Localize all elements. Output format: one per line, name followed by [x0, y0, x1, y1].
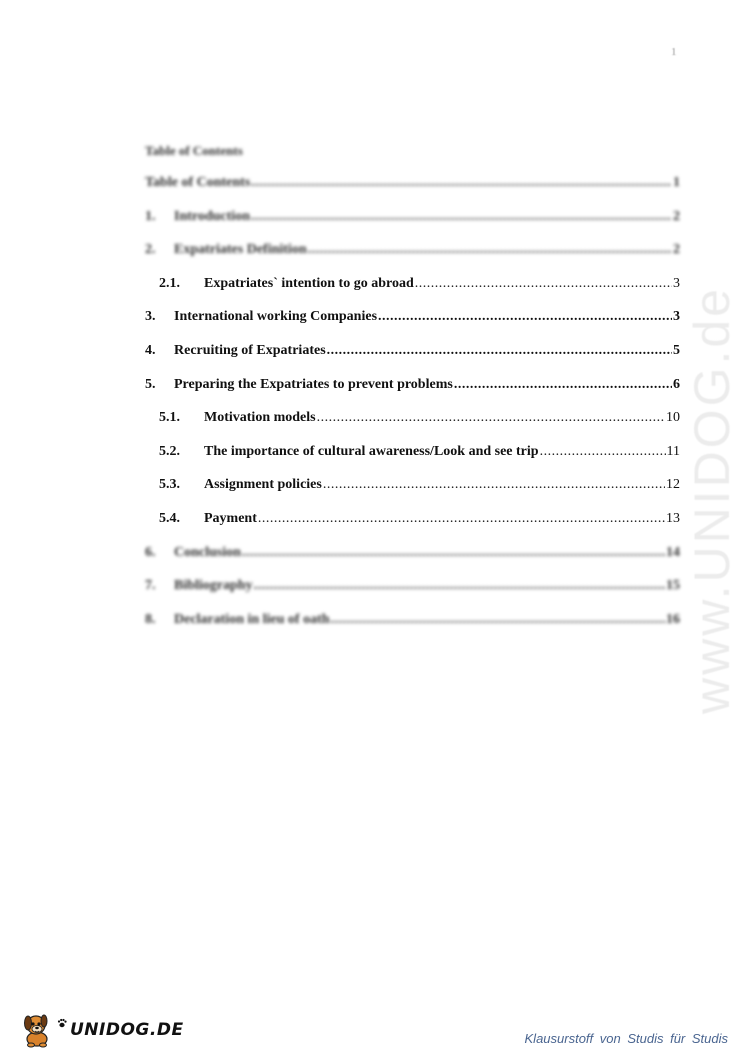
toc-entry-number: 5.2. — [159, 443, 180, 459]
toc-leader — [415, 276, 672, 292]
toc-leader — [308, 242, 672, 258]
toc-entry[interactable] — [145, 545, 680, 579]
toc-entry[interactable] — [145, 377, 680, 411]
toc-leader — [378, 309, 672, 325]
toc-leader — [242, 545, 665, 561]
toc-heading: Table of Contents — [145, 143, 243, 158]
toc-entry-title: Motivation models — [204, 410, 316, 426]
toc-entry-number: 4. — [145, 342, 156, 358]
toc-entry-page: 12 — [666, 477, 680, 493]
toc-entry-page: 1 — [673, 175, 680, 190]
toc-entry-number: 5.3. — [159, 477, 180, 493]
toc-entry-page: 2 — [673, 242, 680, 258]
toc-leader — [327, 343, 672, 359]
toc-entry-title: The importance of cultural awareness/Look and see trip — [204, 443, 539, 459]
toc-leader — [323, 477, 665, 493]
toc-entry[interactable] — [145, 612, 680, 646]
toc-leader — [254, 578, 665, 594]
toc-entry-number: 5. — [145, 376, 156, 392]
toc-entry-page: 3 — [673, 309, 680, 325]
toc-leader — [540, 444, 666, 460]
page-number: 1 — [671, 46, 677, 58]
toc-leader — [454, 377, 672, 393]
toc-entry[interactable] — [145, 309, 680, 343]
toc-entry-title: Preparing the Expatriates to prevent problems — [174, 376, 453, 392]
toc-entry-title: Payment — [204, 510, 257, 526]
toc-entry-number: 8. — [145, 611, 156, 627]
toc-entry-title: Conclusion — [174, 544, 241, 560]
toc-leader — [317, 410, 665, 426]
toc-entry-title: Expatriates Definition — [174, 242, 307, 258]
toc-entry-title: Recruiting of Expatriates — [174, 342, 326, 358]
toc-entry-page: 2 — [673, 208, 680, 224]
footer-tagline: Klausurstoff von Studis für Studis — [524, 1031, 728, 1046]
toc-entry-number: 6. — [145, 544, 156, 560]
toc-entry[interactable] — [145, 444, 680, 478]
logo-text: UNIDOG.DE — [70, 1020, 184, 1040]
toc-entry-title: Bibliography — [174, 578, 253, 594]
toc-entry-number: 3. — [145, 309, 156, 325]
toc-entry[interactable] — [145, 578, 680, 612]
toc-entry-number: 2. — [145, 242, 156, 258]
toc-entry[interactable] — [145, 276, 680, 310]
toc-entry-page: 11 — [666, 443, 680, 459]
toc-leader — [251, 175, 672, 191]
dog-mascot-icon — [22, 1012, 54, 1048]
toc-entry[interactable] — [145, 343, 680, 377]
paw-print-icon — [57, 1017, 67, 1029]
toc-entry-page: 5 — [673, 342, 680, 358]
toc-entry-page: 10 — [666, 410, 680, 426]
toc-entry[interactable] — [145, 175, 680, 209]
toc-entry[interactable] — [145, 410, 680, 444]
toc-entry-page: 13 — [666, 510, 680, 526]
toc-entry-page: 16 — [666, 611, 680, 627]
watermark: www.UNIDOG.de — [684, 286, 740, 714]
toc-entry-page: 14 — [666, 544, 680, 560]
toc-entry-number: 5.4. — [159, 510, 180, 526]
toc-entry-page: 15 — [666, 578, 680, 594]
toc-entry-title: Declaration in lieu of oath — [174, 611, 330, 627]
toc-entry[interactable] — [145, 209, 680, 243]
toc-entry-number: 5.1. — [159, 410, 180, 426]
toc-entry[interactable] — [145, 477, 680, 511]
toc-entry-number: 2.1. — [159, 275, 180, 291]
toc-leader — [258, 511, 665, 527]
toc-leader — [251, 209, 672, 225]
toc-entry-page: 6 — [673, 376, 680, 392]
toc-entry[interactable] — [145, 511, 680, 545]
toc-entry-page: 3 — [673, 275, 680, 291]
toc-entry-number: 1. — [145, 208, 156, 224]
unidog-logo[interactable] — [22, 1012, 184, 1048]
toc-entry-title: Introduction — [174, 208, 250, 224]
table-of-contents — [145, 175, 680, 645]
toc-entry-title: International working Companies — [174, 309, 378, 325]
toc-entry-title: Assignment policies — [204, 477, 322, 493]
toc-leader — [331, 612, 665, 628]
toc-entry-title: Table of Contents — [145, 175, 251, 190]
toc-entry-number: 7. — [145, 578, 156, 594]
toc-entry-title: Expatriates` intention to go abroad — [204, 275, 414, 291]
toc-entry[interactable] — [145, 242, 680, 276]
